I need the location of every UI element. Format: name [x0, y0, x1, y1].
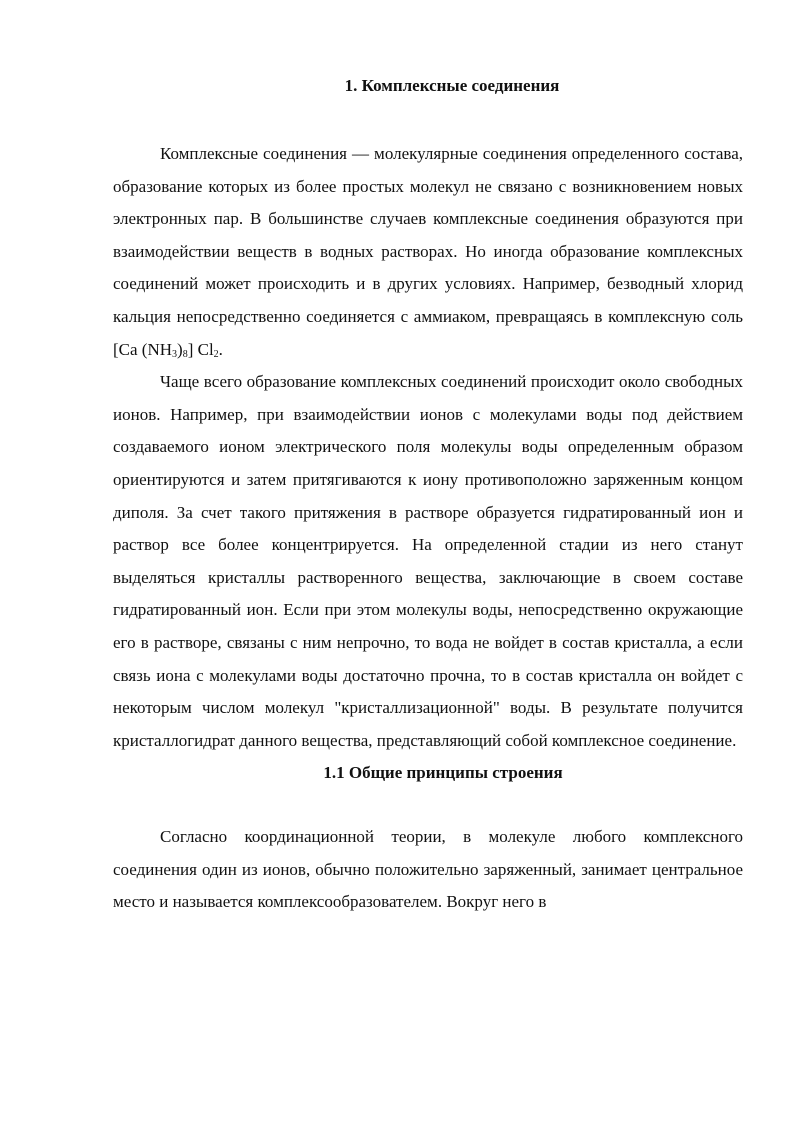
paragraph-1	[113, 138, 743, 366]
chemical-formula: [Ca $(NH_3)_8$] $Cl_2$.	[113, 339, 223, 360]
paragraph-1-text: Комплексные соединения — молекулярные соединения определенного состава, образование которых из более простых молекул не связано с возникновением новых электронных пар. В большинстве случаев комплексные соединения образуются при взаимодействии веществ в водных растворах. Но иногда образование комплексных соединений может происходить и в других условиях. Например, безводный хлорид кальция непосредственно соединяется с аммиаком, превращаясь в комплексную соль	[113, 144, 743, 326]
subsection-heading: 1.1 Общие принципы строения	[323, 763, 563, 783]
document-body	[113, 70, 743, 919]
paragraph-2: Чаще всего образование комплексных соединений происходит около свободных ионов. Например, при взаимодействии ионов с молекулами воды под действием создаваемого ионом электрического поля молекулы воды определенным образом ориентируются и затем притягиваются к иону противоположно заряженным концом диполя. За счет такого притяжения в растворе образуется гидратированный ион и раствор все более концентрируется. На определенной стадии из него станут выделяться кристаллы растворенного вещества, заключающие в своем составе гидратированный ион. Если при этом молекулы воды, непосредственно окружающие его в растворе, связаны с ним непрочно, то вода не войдет в состав кристалла, а если связь иона с молекулами воды достаточно прочна, то в состав кристалла он войдет с некоторым числом молекул "кристаллизационной" воды. В результате получится кристаллогидрат данного вещества, представляющий собой комплексное соединение.	[113, 372, 743, 750]
section-heading: 1. Комплексные соединения	[344, 76, 560, 95]
paragraph-3: Согласно координационной теории, в молекуле любого комплексного соединения один из ионов, обычно положительно заряженный, занимает центральное место и называется комплексообразователем. Вокруг него в	[113, 827, 743, 912]
